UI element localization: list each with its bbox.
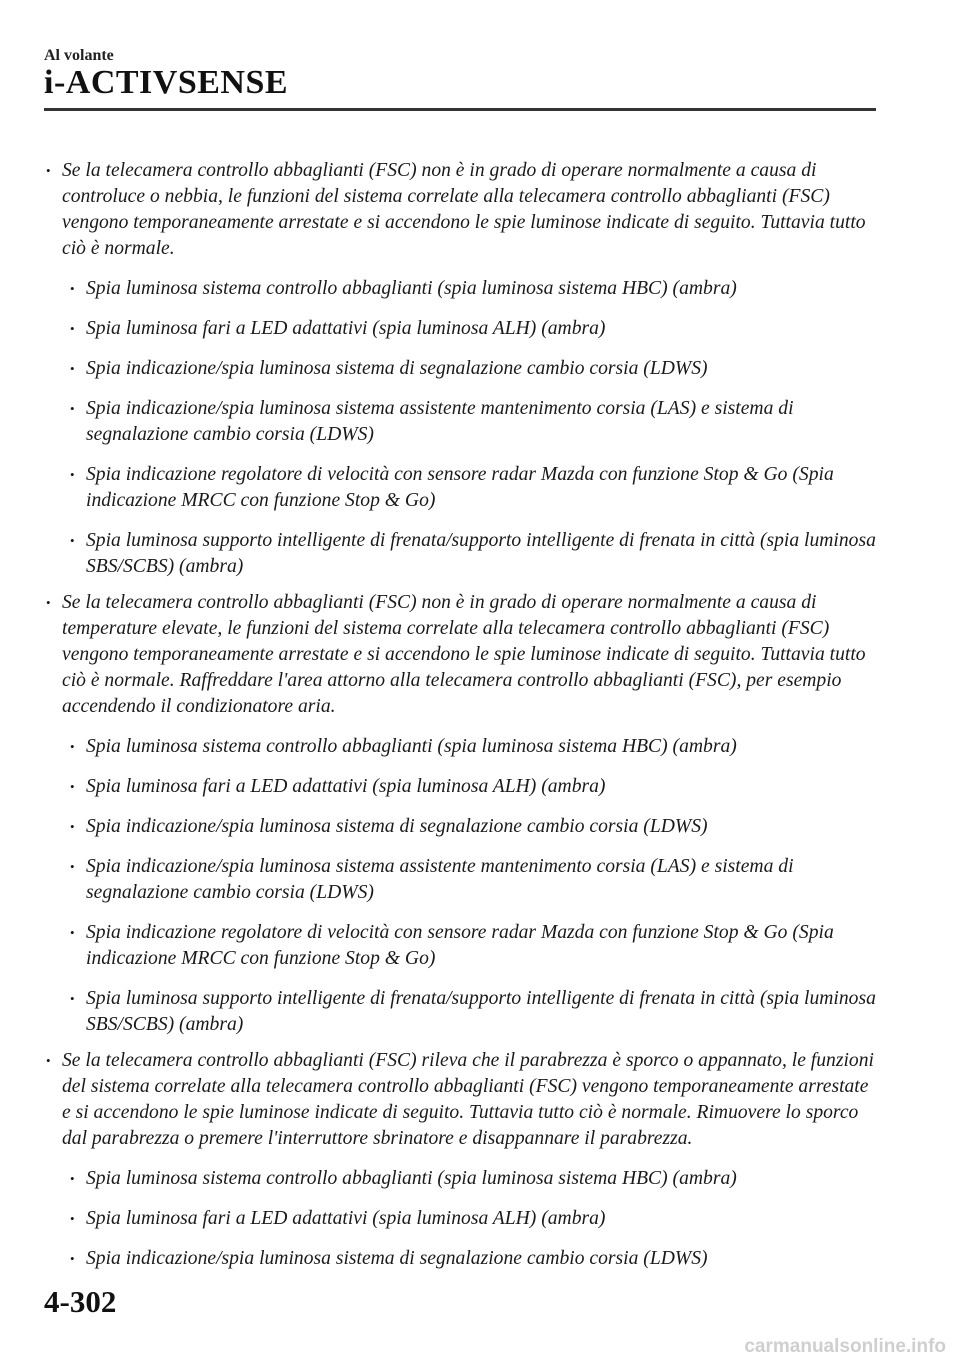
watermark: carmanualsonline.info: [744, 1336, 946, 1357]
page-title: i-ACTIVSENSE: [44, 64, 289, 101]
list-item: • Spia luminosa supporto intelligente di frenata/supporto intelligente di frenata in città (spia luminosa SBS/SCBS) (ambra): [44, 986, 876, 1038]
list-item: • Spia indicazione/spia luminosa sistema assistente mantenimento corsia (LAS) e sistema di segnalazione cambio corsia (LDWS): [44, 854, 876, 906]
paragraph-1: [44, 158, 876, 580]
list-item: • Spia luminosa sistema controllo abbaglianti (spia luminosa sistema HBC) (ambra): [44, 1166, 876, 1192]
list-item: • Spia indicazione/spia luminosa sistema assistente mantenimento corsia (LAS) e sistema di segnalazione cambio corsia (LDWS): [44, 396, 876, 448]
header-divider: [44, 108, 876, 111]
list-item: • Spia luminosa fari a LED adattativi (spia luminosa ALH) (ambra): [44, 774, 876, 800]
list-item: • Spia indicazione/spia luminosa sistema di segnalazione cambio corsia (LDWS): [44, 814, 876, 840]
paragraph-3: [44, 1048, 876, 1272]
list-item: • Spia luminosa sistema controllo abbaglianti (spia luminosa sistema HBC) (ambra): [44, 734, 876, 760]
list-item: • Spia luminosa fari a LED adattativi (spia luminosa ALH) (ambra): [44, 316, 876, 342]
paragraph-text: • Se la telecamera controllo abbaglianti (FSC) rileva che il parabrezza è sporco o appannato, le funzioni del sistema correlate alla telecamera controllo abbaglianti (FSC) vengono temporaneamente arrestate e si accendono le spie luminose indicate di seguito. Tuttavia tutto ciò è normale. Rimuovere lo sporco dal parabrezza o premere l'interruttore sbrinatore e disappannare il parabrezza.: [44, 1048, 876, 1152]
document-body: [44, 158, 876, 1282]
list-item: • Spia indicazione regolatore di velocità con sensore radar Mazda con funzione Stop & Go (Spia indicazione MRCC con funzione Stop & Go): [44, 462, 876, 514]
list-item: • Spia indicazione regolatore di velocità con sensore radar Mazda con funzione Stop & Go (Spia indicazione MRCC con funzione Stop & Go): [44, 920, 876, 972]
list-item: • Spia luminosa fari a LED adattativi (spia luminosa ALH) (ambra): [44, 1206, 876, 1232]
list-item: • Spia indicazione/spia luminosa sistema di segnalazione cambio corsia (LDWS): [44, 1246, 876, 1272]
paragraph-text: • Se la telecamera controllo abbaglianti (FSC) non è in grado di operare normalmente a causa di controluce o nebbia, le funzioni del sistema correlate alla telecamera controllo abbaglianti (FSC) vengono temporaneamente arrestate e si accendono le spie luminose indicate di seguito. Tuttavia tutto ciò è normale.: [44, 158, 876, 262]
list-item: • Spia luminosa sistema controllo abbaglianti (spia luminosa sistema HBC) (ambra): [44, 276, 876, 302]
list-item: • Spia luminosa supporto intelligente di frenata/supporto intelligente di frenata in città (spia luminosa SBS/SCBS) (ambra): [44, 528, 876, 580]
list-item: • Spia indicazione/spia luminosa sistema di segnalazione cambio corsia (LDWS): [44, 356, 876, 382]
indicator-list: [44, 1166, 876, 1272]
page-number: 4-302: [44, 1284, 117, 1319]
indicator-list: [44, 734, 876, 1038]
paragraph-2: [44, 590, 876, 1038]
indicator-list: [44, 276, 876, 580]
section-label: Al volante: [44, 47, 114, 64]
paragraph-text: • Se la telecamera controllo abbaglianti (FSC) non è in grado di operare normalmente a causa di temperature elevate, le funzioni del sistema correlate alla telecamera controllo abbaglianti (FSC) vengono temporaneamente arrestate e si accendono le spie luminose indicate di seguito. Tuttavia tutto ciò è normale. Raffreddare l'area attorno alla telecamera controllo abbaglianti (FSC), per esempio accendendo il condizionatore aria.: [44, 590, 876, 720]
